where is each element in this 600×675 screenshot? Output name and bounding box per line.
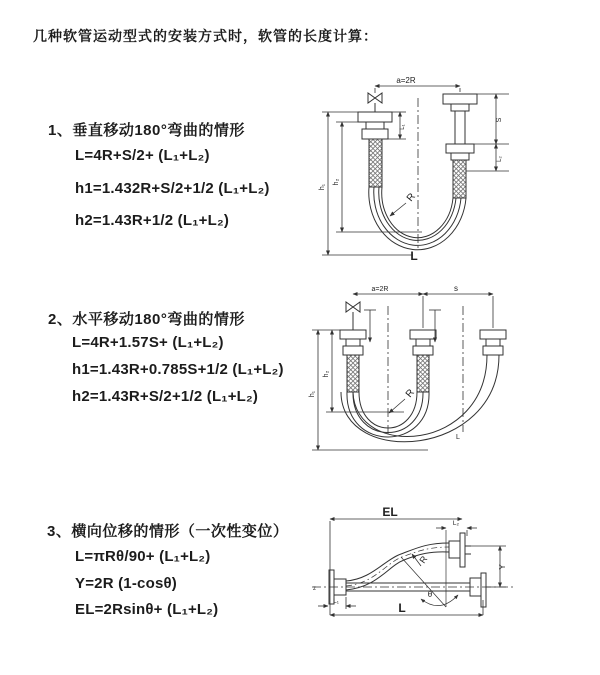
diagram-horizontal-180-bend bbox=[308, 282, 568, 462]
diagram-lateral-displacement bbox=[300, 500, 590, 650]
dim-label-a2r: a=2R bbox=[371, 286, 389, 293]
section-2-heading: 2、水平移动180°弯曲的情形 bbox=[48, 311, 245, 328]
section-1-formula-h1: h1=1.432R+S/2+1/2 (L₁+L₂) bbox=[75, 180, 270, 197]
dim-label-el: EL bbox=[382, 505, 398, 519]
dim-label-h1: h₁ bbox=[319, 183, 326, 191]
left-pipe-fitting bbox=[358, 112, 392, 187]
right-pipe-fitting bbox=[443, 94, 477, 198]
lower-right-flange bbox=[470, 573, 486, 607]
section-2-formula-l: L=4R+1.57S+ (L₁+L₂) bbox=[72, 334, 224, 351]
dim-label-h1: h₁ bbox=[309, 390, 316, 398]
diagram-vertical-180-bend bbox=[310, 72, 560, 262]
dim-label-l1: L₁ bbox=[400, 124, 406, 130]
valve-icon bbox=[368, 93, 382, 112]
dimension-lines bbox=[312, 294, 493, 450]
radius-label: R bbox=[404, 191, 418, 204]
length-label: L bbox=[410, 249, 418, 262]
centerline-mark: z bbox=[313, 586, 316, 592]
section-3-formula-l: L=πRθ/90+ (L₁+L₂) bbox=[75, 548, 211, 565]
dimension-lines bbox=[322, 86, 509, 255]
section-3-heading: 3、横向位移的情形（一次性变位） bbox=[47, 523, 289, 540]
dim-label-s: s bbox=[454, 284, 458, 293]
dim-label-h2: h₂ bbox=[323, 370, 330, 378]
dim-label-l2: L₂ bbox=[452, 520, 460, 527]
length-label: L bbox=[398, 601, 406, 615]
section-1-heading: 1、垂直移动180°弯曲的情形 bbox=[48, 122, 245, 139]
upper-right-flange bbox=[449, 533, 471, 567]
section-2-formula-h2: h2=1.43R+S/2+1/2 (L₁+L₂) bbox=[72, 388, 259, 405]
angle-theta-label: θ bbox=[427, 590, 433, 599]
dim-label-s: S bbox=[496, 117, 503, 123]
dim-label-a2r: a=2R bbox=[396, 76, 416, 85]
section-2-formula-h1: h1=1.43R+0.785S+1/2 (L₁+L₂) bbox=[72, 361, 284, 378]
middle-pipe-fitting bbox=[410, 330, 436, 392]
dim-label-l1: L₁ bbox=[333, 598, 339, 605]
section-1-formula-l: L=4R+S/2+ (L₁+L₂) bbox=[75, 147, 210, 164]
length-label: L bbox=[456, 434, 460, 441]
valve-icon bbox=[346, 302, 360, 330]
section-3-formula-y: Y=2R (1-cosθ) bbox=[75, 575, 177, 592]
radius-label: R bbox=[403, 387, 417, 400]
hose-curves bbox=[346, 543, 470, 591]
dim-label-y: Y bbox=[498, 564, 507, 570]
dimension-lines bbox=[312, 519, 516, 615]
section-1-formula-h2: h2=1.43R+1/2 (L₁+L₂) bbox=[75, 212, 230, 229]
right-pipe-fitting bbox=[480, 330, 506, 355]
section-3-formula-el: EL=2Rsinθ+ (L₁+L₂) bbox=[75, 601, 219, 618]
radius-label: R bbox=[417, 554, 430, 566]
dim-label-l2: L₂ bbox=[497, 156, 503, 162]
left-pipe-fitting bbox=[340, 330, 366, 392]
page-title: 几种软管运动型式的安装方式时，软管的长度计算： bbox=[33, 28, 378, 44]
u-hose-curves bbox=[369, 187, 466, 250]
dim-label-h2: h₂ bbox=[333, 178, 340, 186]
